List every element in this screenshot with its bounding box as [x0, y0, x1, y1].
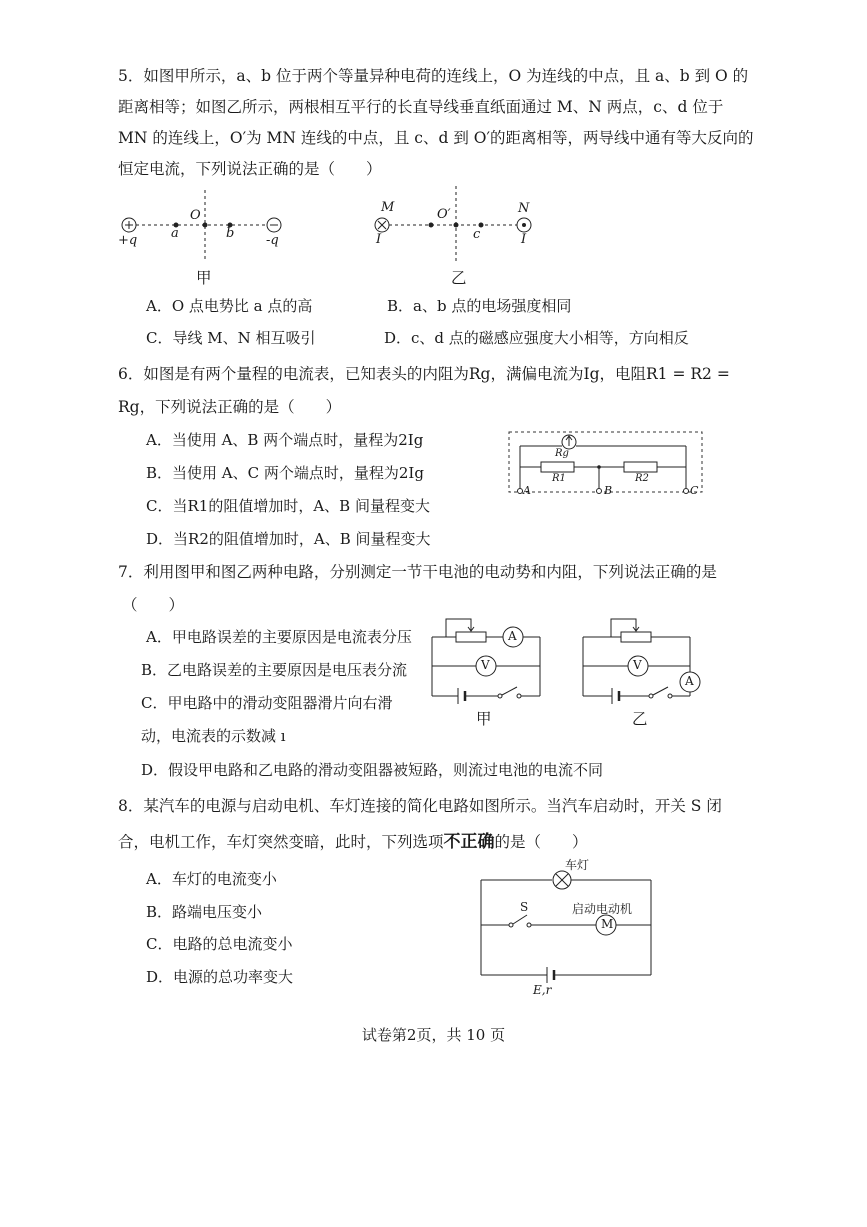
q5-line4: 恒定电流，下列说法正确的是（ ）: [118, 160, 382, 178]
q7-fig-yi-caption: 乙: [632, 710, 648, 728]
q5-option-c: C．导线 M、N 相互吸引: [146, 329, 316, 347]
q7-option-c-line1: C．甲电路中的滑动变阻器滑片向右滑: [141, 694, 393, 712]
q5-option-b: B．a、b 点的电场强度相同: [387, 297, 572, 315]
q8-option-d: D．电源的总功率变大: [146, 968, 294, 986]
motor-text-label: 启动电动机: [572, 902, 633, 916]
q6-option-d: D．当R2的阻值增加时，A、B 间量程变大: [146, 530, 431, 548]
switch-s-label: S: [520, 900, 529, 914]
point-a-label: a: [171, 226, 179, 241]
terminal-c-label: C: [690, 484, 699, 497]
q7-option-c-line2: 动，电流表的示数减 ı: [141, 727, 286, 745]
q8-option-b: B．路端电压变小: [146, 903, 263, 921]
terminal-b-label: B: [604, 484, 613, 497]
q7-line2: （ ）: [122, 596, 185, 614]
r2-label: R2: [635, 473, 649, 484]
q5-option-d: D．c、d 点的磁感应强度大小相等，方向相反: [384, 329, 689, 347]
point-o-prime-label: O′: [437, 207, 451, 222]
plus-q-label: +q: [118, 233, 138, 248]
q6-option-b: B．当使用 A、C 两个端点时，量程为2Ig: [146, 464, 424, 482]
q7-option-a: A．甲电路误差的主要原因是电流表分压: [146, 628, 412, 646]
rg-label: Rg: [555, 448, 569, 459]
q6-line1: 6．如图是有两个量程的电流表，已知表头的内阻为Rg，满偏电流为Ig，电阻R1 = R2 =: [118, 365, 730, 383]
current-i-right-label: I: [521, 232, 527, 247]
voltmeter-label-jia: V: [481, 658, 490, 672]
q8-line2-pre: 合，电机工作，车灯突然变暗，此时，下列选项: [118, 833, 444, 851]
point-n-label: N: [518, 201, 530, 216]
q5-line2: 距离相等；如图乙所示，两根相互平行的长直导线垂直纸面通过 M、N 两点，c、d 位于: [118, 98, 724, 116]
q8-line1: 8．某汽车的电源与启动电机、车灯连接的简化电路如图所示。当汽车启动时，开关 S 闭: [118, 797, 722, 815]
current-i-left-label: I: [376, 232, 382, 247]
q6-option-c: C．当R1的阻值增加时，A、B 间量程变大: [146, 497, 430, 515]
q7-line1: 7．利用图甲和图乙两种电路，分别测定一节干电池的电动势和内阻，下列说法正确的是: [118, 563, 717, 581]
point-m-label: M: [381, 200, 395, 215]
q5-line1: 5．如图甲所示，a、b 位于两个等量异种电荷的连线上，O 为连线的中点，且 a、b 到 O 的: [118, 67, 749, 85]
motor-m-label: M: [601, 917, 614, 931]
minus-q-label: -q: [266, 233, 279, 248]
q8-emphasis: 不正确: [443, 832, 495, 852]
point-b-label: b: [226, 226, 235, 241]
q6-option-a: A．当使用 A、B 两个端点时，量程为2Ig: [146, 431, 424, 449]
q8-line2-post: 的是（ ）: [494, 833, 588, 851]
lamp-label: 车灯: [565, 858, 590, 872]
q6-line2: Rg，下列说法正确的是（ ）: [118, 398, 342, 416]
q8-option-a: A．车灯的电流变小: [146, 870, 277, 888]
voltmeter-label-yi: V: [633, 658, 642, 672]
point-c-label: c: [473, 227, 481, 242]
q7-fig-jia-caption: 甲: [476, 710, 492, 728]
page-footer: 试卷第2页，共 10 页: [361, 1026, 506, 1044]
q5-line3: MN 的连线上，O′为 MN 连线的中点，且 c、d 到 O′的距离相等，两导线中通有等大反向的: [118, 129, 754, 147]
point-o-label: O: [190, 208, 201, 223]
ammeter-label-yi: A: [685, 674, 694, 688]
source-er-label: E,r: [533, 983, 552, 997]
terminal-a-label: A: [523, 484, 531, 497]
q5-option-a: A．O 点电势比 a 点的高: [146, 297, 313, 315]
q7-option-d: D．假设甲电路和乙电路的滑动变阻器被短路，则流过电池的电流不同: [141, 761, 604, 779]
r1-label: R1: [552, 473, 566, 484]
fig-jia-caption: 甲: [196, 269, 212, 287]
fig-yi-caption: 乙: [451, 269, 467, 287]
q8-option-c: C．电路的总电流变小: [146, 935, 293, 953]
ammeter-label-jia: A: [508, 629, 517, 643]
q7-option-b: B．乙电路误差的主要原因是电压表分流: [141, 661, 408, 679]
